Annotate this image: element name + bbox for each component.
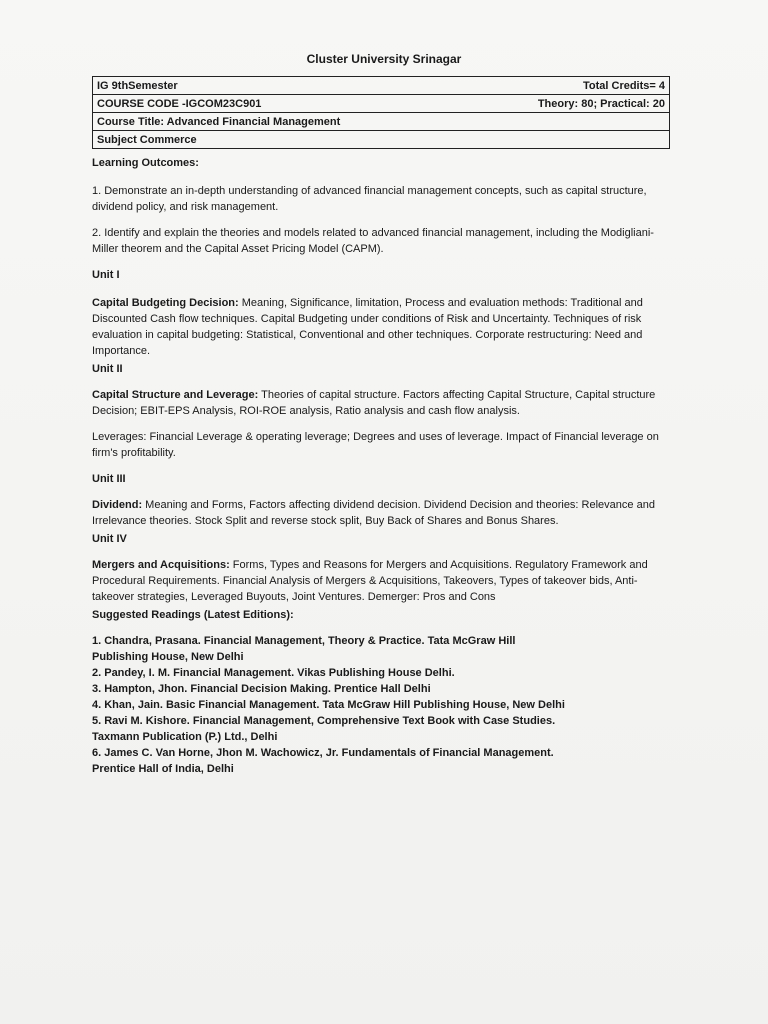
- semester-cell: IG 9thSemester: [93, 77, 416, 95]
- university-title: Cluster University Srinagar: [306, 52, 462, 66]
- unit-topic-lead: Capital Budgeting Decision:: [92, 297, 239, 309]
- course-info-row: [93, 77, 670, 95]
- reading-item: 4. Khan, Jain. Basic Financial Management. Tata McGraw Hill Publishing House, New Delhi: [92, 699, 565, 711]
- readings-heading: Suggested Readings (Latest Editions):: [92, 609, 294, 621]
- unit-topic-lead: Capital Structure and Leverage:: [92, 389, 259, 401]
- unit-topic-lead: Dividend:: [92, 499, 143, 511]
- course-info-row: [93, 131, 670, 149]
- unit-paragraph: [92, 557, 677, 605]
- unit-paragraph: [92, 295, 677, 359]
- marks-split-cell: Theory: 80; Practical: 20: [416, 95, 670, 113]
- course-info-table: [92, 76, 670, 149]
- course-info-row: [93, 113, 670, 131]
- unit-topic-text: Meaning, Significance, limitation, Process and evaluation methods: Traditional and Discounted Cash flow techniques. Capital Budgeting under conditions of Risk and Uncertainty. Techniques of risk evaluation in capital budgeting: Statistical, Conventional and other techniques. Corporate restructuring: Need and Importance.: [92, 297, 643, 357]
- unit-paragraph: Leverages: Financial Leverage & operating leverage; Degrees and uses of leverage. Impact of Financial leverage on firm's profitability.: [92, 431, 659, 459]
- learning-outcome-item: 1. Demonstrate an in-depth understanding of advanced financial management concepts, such as capital structure, dividend policy, and risk management.: [92, 185, 647, 213]
- unit-heading: Unit II: [92, 363, 123, 375]
- reading-item: 3. Hampton, Jhon. Financial Decision Making. Prentice Hall Delhi: [92, 683, 431, 695]
- unit-paragraph: [92, 387, 677, 419]
- unit-heading: Unit IV: [92, 533, 127, 545]
- course-info-row: [93, 95, 670, 113]
- course-title-cell: Course Title: Advanced Financial Management: [93, 113, 670, 131]
- reading-item: 2. Pandey, I. M. Financial Management. Vikas Publishing House Delhi.: [92, 667, 455, 679]
- reading-item: 6. James C. Van Horne, Jhon M. Wachowicz, Jr. Fundamentals of Financial Management. Prentice Hall of India, Delhi: [92, 747, 554, 775]
- unit-paragraph: [92, 497, 677, 529]
- learning-outcomes-heading: Learning Outcomes:: [92, 157, 199, 169]
- syllabus-content: [92, 155, 677, 777]
- unit-topic-text: Meaning and Forms, Factors affecting dividend decision. Dividend Decision and theories: Relevance and Irrelevance theories. Stock Split and reverse stock split, Buy Back of Shares and Bonus Shares.: [92, 499, 655, 527]
- learning-outcome-item: 2. Identify and explain the theories and models related to advanced financial management, including the Modigliani-Miller theorem and the Capital Asset Pricing Model (CAPM).: [92, 227, 654, 255]
- reading-item: 1. Chandra, Prasana. Financial Management, Theory & Practice. Tata McGraw Hill Publishing House, New Delhi: [92, 635, 516, 663]
- reading-item: 5. Ravi M. Kishore. Financial Management, Comprehensive Text Book with Case Studies. Taxmann Publication (P.) Ltd., Delhi: [92, 715, 556, 743]
- unit-topic-text: Forms, Types and Reasons for Mergers and Acquisitions. Regulatory Framework and Procedural Requirements. Financial Analysis of Mergers & Acquisitions, Takeovers, Types of takeover bids, Anti-takeover strategies, Leveraged Buyouts, Joint Ventures. Demerger: Pros and Cons: [92, 559, 648, 603]
- unit-topic-text: Theories of capital structure. Factors affecting Capital Structure, Capital structure Decision; EBIT-EPS Analysis, ROI-ROE analysis, Ratio analysis and cash flow analysis.: [92, 389, 656, 417]
- credits-cell: Total Credits= 4: [416, 77, 670, 95]
- subject-cell: Subject Commerce: [93, 131, 670, 149]
- course-code-cell: COURSE CODE -IGCOM23C901: [93, 95, 416, 113]
- unit-heading: Unit I: [92, 269, 120, 281]
- readings-list: [92, 633, 572, 777]
- unit-heading: Unit III: [92, 473, 126, 485]
- unit-topic-lead: Mergers and Acquisitions:: [92, 559, 230, 571]
